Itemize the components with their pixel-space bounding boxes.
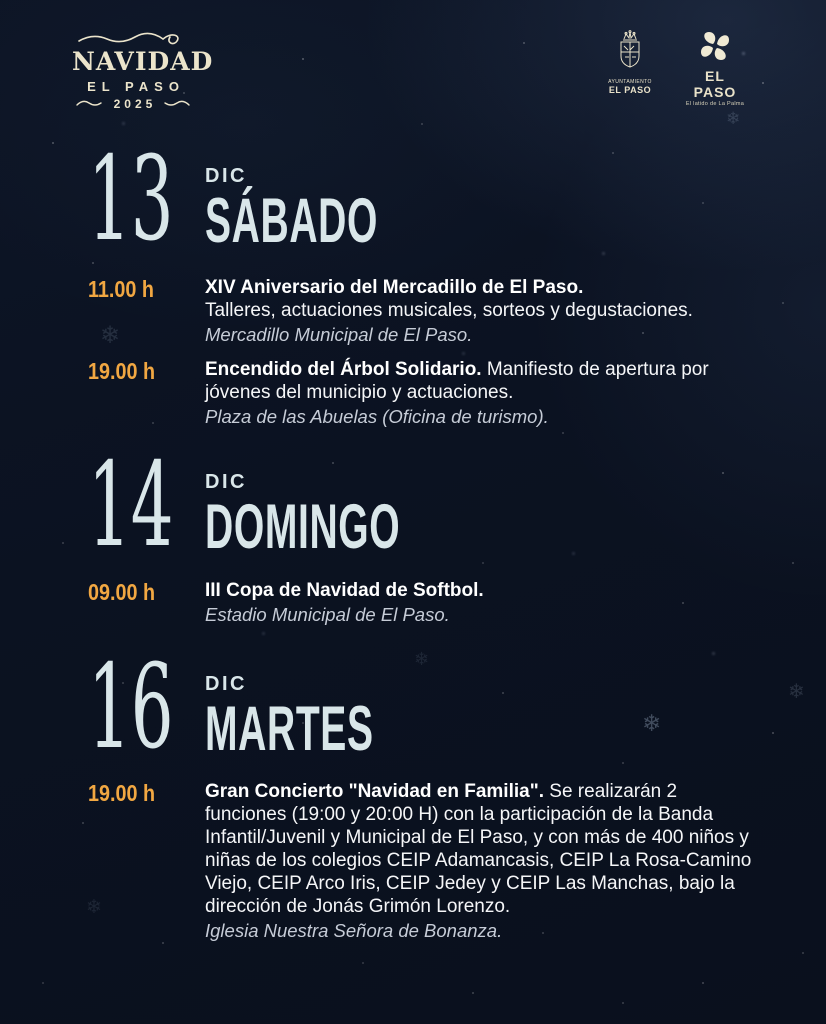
flourish-icon [76, 99, 102, 109]
day-weekday: SÁBADO [205, 186, 378, 256]
el-paso-brand-tagline: El latido de La Palma [685, 101, 745, 107]
day-weekday: MARTES [205, 694, 374, 764]
day-header-16 [88, 640, 477, 775]
starfield-layer-2 [0, 0, 3, 3]
snowflake-icon: ❄ [788, 681, 805, 703]
event-location: Mercadillo Municipal de El Paso. [205, 324, 473, 345]
day-header-14 [88, 438, 520, 573]
event-title: III Copa de Navidad de Softbol. [205, 580, 484, 601]
snowflake-icon: ❄ [414, 649, 430, 669]
day-number: 14 [88, 438, 174, 573]
day-weekday: DOMINGO [205, 492, 401, 562]
day-month: DIC [205, 673, 247, 695]
four-petal-flower-icon [699, 30, 731, 62]
event-time: 19.00 h [88, 780, 156, 806]
snowflake-icon: ❄ [726, 109, 741, 128]
brand-subtitle: EL PASO [87, 78, 185, 94]
event-description: Talleres, actuaciones musicales, sorteos y degustaciones. [205, 300, 693, 321]
event-description: Se realizarán 2 funciones (19:00 y 20:00 H) con la participación de la Banda Infantil/Juvenil y Municipal de El Paso, y con más de 400 niños y niñas de los colegios CEIP Adamancasis, CEIP La Rosa-Camino Viejo, CEIP Arco Iris, CEIP Jedey y CEIP Las Manchas, bajo la dirección de Jonás Grimón Lorenzo. [205, 781, 752, 917]
event-row [88, 579, 753, 626]
event-time: 19.00 h [88, 358, 156, 384]
event-row [88, 780, 753, 942]
event-row [88, 276, 753, 349]
ayuntamiento-label: AYUNTAMIENTO [608, 79, 652, 85]
day-header-13 [88, 132, 484, 267]
event-time: 11.00 h [88, 276, 154, 302]
event-title: Encendido del Árbol Solidario. [205, 359, 482, 380]
day-month: DIC [205, 471, 247, 493]
snowflake-icon: ❄ [642, 710, 662, 736]
institutional-logos [604, 30, 748, 107]
day-month: DIC [205, 165, 247, 187]
snowflake-icon: ❄ [86, 897, 102, 918]
ayuntamiento-city-label: EL PASO [608, 85, 652, 95]
event-title: Gran Concierto "Navidad en Familia". [205, 781, 544, 802]
brand-year: 2025 [113, 96, 157, 111]
coat-of-arms-icon [613, 30, 647, 72]
event-location: Estadio Municipal de El Paso. [205, 604, 450, 625]
navidad-el-paso-logo [72, 30, 214, 111]
day-number: 16 [88, 640, 174, 775]
event-title: XIV Aniversario del Mercadillo de El Paso. [205, 277, 584, 298]
event-description: Manifiesto de apertura por jóvenes del municipio y actuaciones. [205, 359, 709, 403]
ayuntamiento-el-paso-logo [604, 30, 656, 95]
brand-title: NAVIDAD [72, 47, 214, 76]
el-paso-brand-name: EL PASO [693, 68, 737, 100]
event-location: Iglesia Nuestra Señora de Bonanza. [205, 920, 503, 941]
flourish-icon [164, 99, 190, 109]
el-paso-brand-logo [682, 30, 748, 107]
day-number: 13 [88, 132, 174, 267]
event-location: Plaza de las Abuelas (Oficina de turismo). [205, 406, 549, 427]
flourish-icon [77, 30, 189, 46]
snowflake-icon: ❄ [100, 322, 121, 349]
event-row [88, 358, 753, 428]
event-time: 09.00 h [88, 579, 156, 605]
